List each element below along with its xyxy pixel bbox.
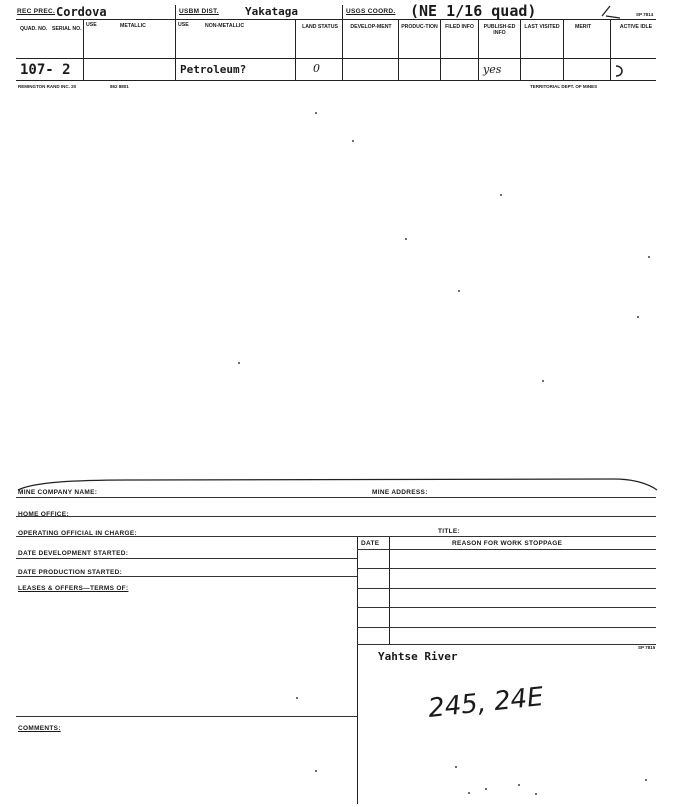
- col-serial-no: SERIAL NO.: [52, 26, 82, 32]
- rule: [357, 627, 656, 628]
- col-non-metallic: NON-METALLIC: [205, 23, 245, 29]
- usbm-dist-value: Yakataga: [245, 5, 298, 18]
- col-development: DEVELOP-MENT: [350, 24, 392, 30]
- handwritten-coordinate: 245, 24E: [426, 682, 545, 724]
- rule: [16, 558, 357, 559]
- divider: [389, 537, 390, 645]
- col-metallic: METALLIC: [120, 23, 146, 29]
- speck: [518, 784, 520, 786]
- speck: [455, 766, 457, 768]
- col-production: PRODUC-TION: [401, 24, 438, 30]
- form-number: SP 7814: [636, 12, 654, 17]
- rule: [357, 568, 656, 569]
- speck: [500, 194, 502, 196]
- usbm-dist-label: USBM DIST.: [179, 8, 219, 15]
- divider: [398, 20, 399, 81]
- divider: [520, 20, 521, 81]
- col-active-idle: ACTIVE IDLE: [619, 24, 653, 30]
- mine-address-label: MINE ADDRESS:: [372, 489, 428, 496]
- rule: [357, 607, 656, 608]
- check-mark-icon: [600, 2, 622, 20]
- rule: [16, 80, 656, 81]
- speck: [645, 779, 647, 781]
- active-mark-icon: [612, 64, 626, 78]
- speck: [637, 316, 639, 318]
- comments-label: COMMENTS:: [18, 725, 61, 732]
- rec-prec-value: Cordova: [56, 5, 107, 19]
- location-note: Yahtse River: [378, 650, 458, 663]
- rule: [357, 644, 656, 645]
- col-use-1: USE: [86, 22, 97, 28]
- home-office-label: HOME OFFICE:: [18, 511, 69, 518]
- rule: [16, 58, 656, 59]
- divider: [478, 20, 479, 81]
- title-label: TITLE:: [438, 528, 461, 535]
- leases-offers-label: LEASES & OFFERS—TERMS OF:: [18, 585, 129, 592]
- mine-company-name-label: MINE COMPANY NAME:: [18, 489, 98, 496]
- col-published-info: PUBLISH-ED INFO: [483, 24, 516, 36]
- speck: [405, 238, 407, 240]
- rule: [16, 716, 357, 717]
- speck: [648, 256, 650, 258]
- speck: [535, 793, 537, 795]
- divider: [563, 20, 564, 81]
- usgs-coord-value: (NE 1/16 quad): [410, 2, 537, 20]
- rule: [16, 19, 656, 20]
- rec-prec-label: REC PREC.: [17, 8, 56, 15]
- speck: [315, 112, 317, 114]
- date-production-started-label: DATE PRODUCTION STARTED:: [18, 569, 123, 576]
- speck: [542, 380, 544, 382]
- speck: [315, 770, 317, 772]
- non-metallic-value: Petroleum?: [180, 63, 247, 76]
- date-column-header: DATE: [361, 540, 380, 547]
- col-last-visited: LAST VISITED: [524, 24, 560, 30]
- divider: [342, 5, 343, 81]
- divider: [175, 5, 176, 81]
- rule: [16, 497, 656, 498]
- quad-serial-value: 107- 2: [20, 62, 71, 78]
- card-edge: [14, 474, 659, 494]
- speck: [238, 362, 240, 364]
- speck: [485, 788, 487, 790]
- col-land-status: LAND STATUS: [302, 24, 338, 30]
- col-merit: MERIT: [575, 24, 592, 30]
- printer-line: REMINGTON RAND INC. 20: [18, 84, 77, 89]
- speck: [296, 697, 298, 699]
- speck: [352, 140, 354, 142]
- rule: [16, 536, 656, 537]
- printer-codes: 862 8801: [110, 84, 129, 89]
- rule: [357, 549, 656, 550]
- col-use-2: USE: [178, 22, 189, 28]
- divider: [295, 20, 296, 81]
- divider: [610, 20, 611, 81]
- rule: [16, 576, 357, 577]
- speck: [468, 792, 470, 794]
- operating-official-label: OPERATING OFFICIAL IN CHARGE:: [18, 530, 137, 537]
- rule: [357, 588, 656, 589]
- reason-column-header: REASON FOR WORK STOPPAGE: [452, 540, 563, 547]
- published-info-value: yes: [483, 63, 502, 76]
- divider: [357, 537, 358, 804]
- lower-form-number: SP 7815: [638, 645, 656, 650]
- usgs-coord-label: USGS COORD.: [346, 8, 396, 15]
- col-quad-no: QUAD. NO.: [20, 26, 48, 32]
- divider: [440, 20, 441, 81]
- col-filed-info: FILED INFO: [445, 24, 474, 30]
- rule: [16, 516, 656, 517]
- speck: [458, 290, 460, 292]
- divider: [83, 20, 84, 81]
- department-line: TERRITORIAL DEPT. OF MINES: [530, 84, 598, 89]
- land-status-value: 0: [313, 62, 320, 75]
- date-development-started-label: DATE DEVELOPMENT STARTED:: [18, 550, 129, 557]
